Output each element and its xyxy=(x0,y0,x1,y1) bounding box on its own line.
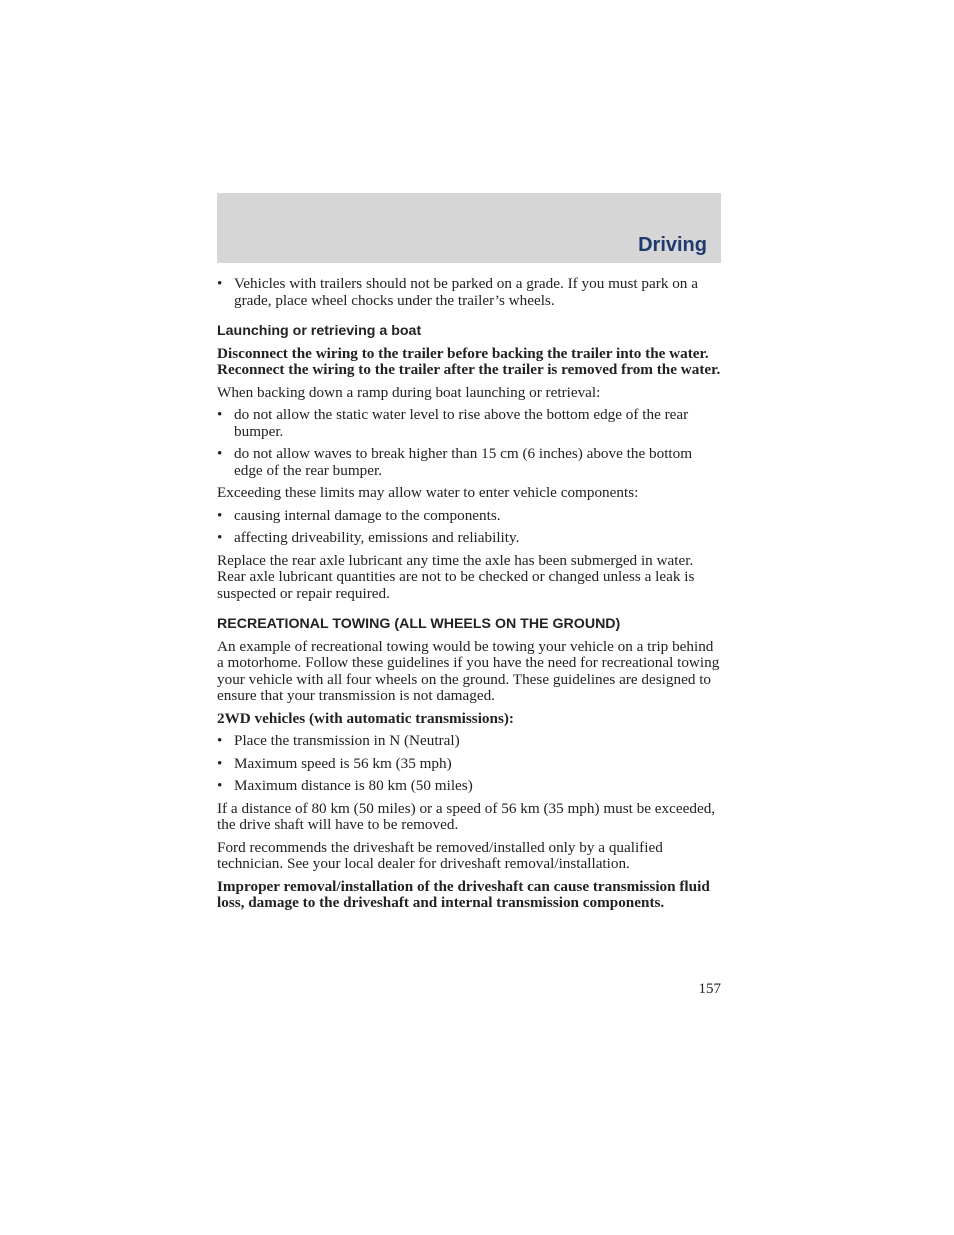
bullet-icon: • xyxy=(217,406,223,423)
section-title: Driving xyxy=(638,234,707,256)
list-item: • affecting driveability, emissions and reliability. xyxy=(217,529,520,546)
bullet-icon: • xyxy=(217,506,223,524)
list-item: • Vehicles with trailers should not be parked on a grade. If you must park on a grade, place wheel chocks under the trailer’s wheels. xyxy=(217,275,698,309)
towing-intro: An example of recreational towing would be towing your vehicle on a trip behind a motorhome. Follow these guidelines if you have the need for recreational towing your vehicle with all four wheels on the ground. These guidelines are designed to ensure that your transmission is not damaged. xyxy=(217,637,720,704)
axle-text: Replace the rear axle lubricant any time the axle has been submerged in water. Rear axle lubricant quantities are not to be checked or changed unless a leak is suspected or repair required. xyxy=(217,551,695,602)
boat-heading: Launching or retrieving a boat xyxy=(217,323,422,339)
bullet-icon: • xyxy=(217,754,223,772)
page-number: 157 xyxy=(698,981,721,997)
list-item: • Maximum distance is 80 km (50 miles) xyxy=(217,777,473,794)
towing-subheading: 2WD vehicles (with automatic transmissions): xyxy=(217,709,514,727)
list-item: • do not allow the static water level to rise above the bottom edge of the rear bumper. xyxy=(217,406,689,440)
list-item: • causing internal damage to the components. xyxy=(217,506,501,524)
list-item: • do not allow waves to break higher than 15 cm (6 inches) above the bottom edge of the rear bumper. xyxy=(217,445,693,479)
page-content xyxy=(217,276,721,918)
list-item: • Maximum speed is 56 km (35 mph) xyxy=(217,754,452,772)
exceed-text: If a distance of 80 km (50 miles) or a speed of 56 km (35 mph) must be exceeded, the drive shaft will have to be removed. xyxy=(217,799,716,833)
towing-warning: Improper removal/installation of the driveshaft can cause transmission fluid loss, damage to the driveshaft and internal transmission components. xyxy=(217,877,710,911)
section-header-bar xyxy=(217,193,721,263)
towing-heading: RECREATIONAL TOWING (ALL WHEELS ON THE GROUND) xyxy=(217,616,621,632)
boat-warning: Disconnect the wiring to the trailer before backing the trailer into the water. Reconnect the wiring to the trailer after the trailer is removed from the water. xyxy=(217,344,721,378)
limits-text: Exceeding these limits may allow water to enter vehicle components: xyxy=(217,484,639,501)
bullet-icon: • xyxy=(217,777,223,794)
list-item: • Place the transmission in N (Neutral) xyxy=(217,732,460,749)
recommend-text: Ford recommends the driveshaft be removed/installed only by a qualified technician. See your local dealer for driveshaft removal/installation. xyxy=(217,838,663,872)
bullet-icon: • xyxy=(217,275,223,292)
bullet-icon: • xyxy=(217,732,223,749)
bullet-icon: • xyxy=(217,529,223,546)
boat-intro: When backing down a ramp during boat launching or retrieval: xyxy=(217,383,601,401)
bullet-icon: • xyxy=(217,445,223,462)
